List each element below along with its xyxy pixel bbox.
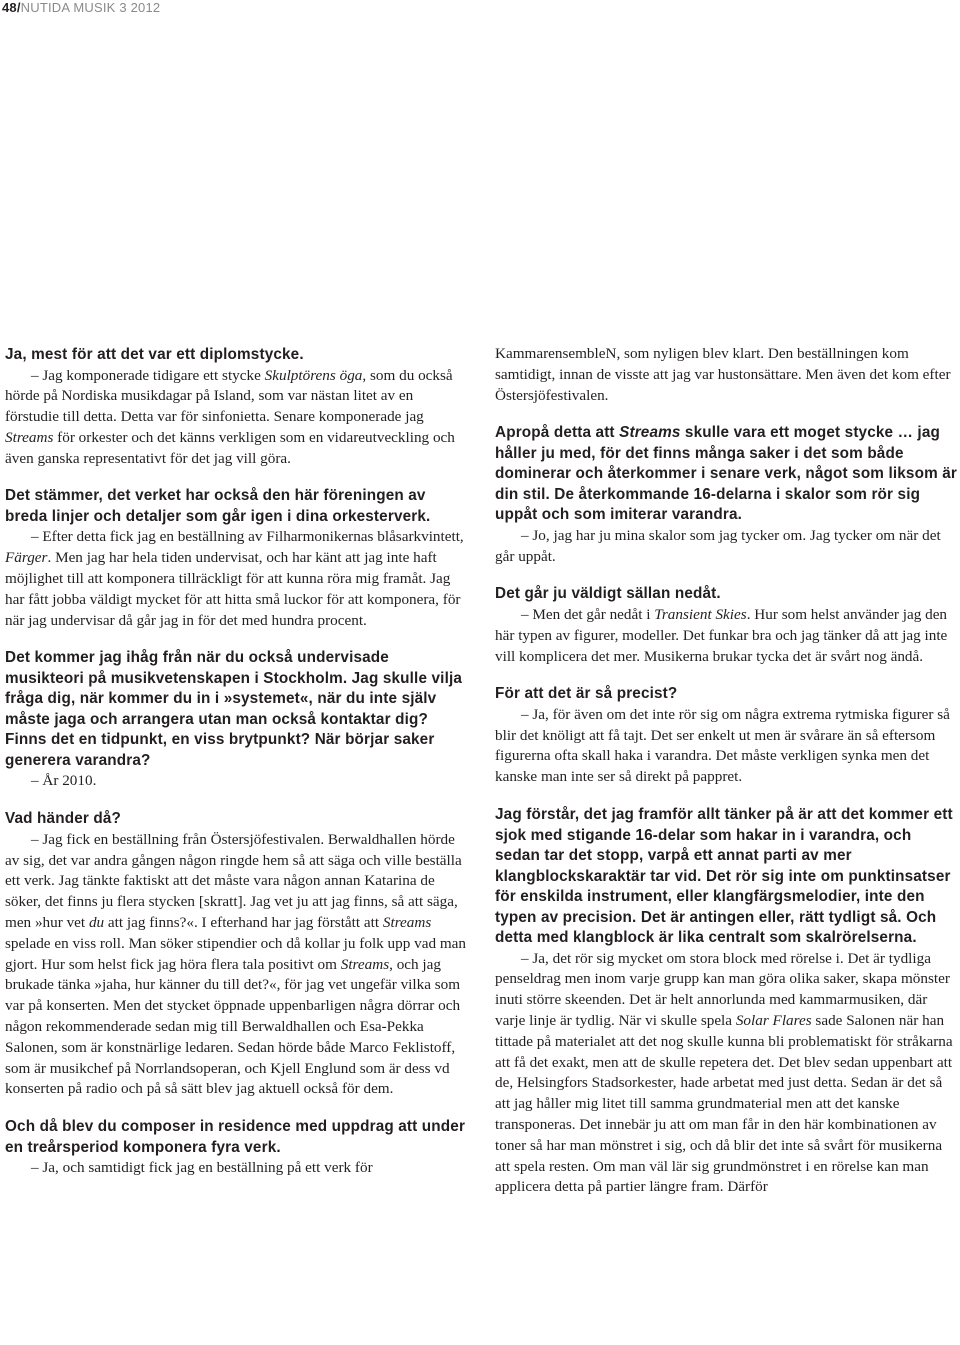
interview-block (5, 809, 467, 1100)
interview-block (495, 684, 960, 788)
interview-answer: – Ja, för även om det inte rör sig om några extrema rytmiska figurer så blir det knöligt att få tajt. Det ser enkelt ut men är svårare än så eftersom figurerna ofta skall haka i varandra. Det måste verkligen synka men det kanske man inte ser så direkt på pappret. (495, 705, 950, 786)
interview-block (495, 423, 960, 567)
interview-block (5, 1117, 467, 1179)
interview-block (5, 345, 467, 469)
interview-question: Jag förstår, det jag framför allt tänker på är att det kommer ett sjok med stigande 16-delar som hakar in i varandra, och sedan tar det stopp, varpå ett annat parti av mer klangblockskaraktär tar vid. Det rör sig inte om punktinsatser för enskilda instrument, eller klangfärgsmelodier, inte den typen av precision. Det är antingen eller, rätt tydligt så. Och detta med klangblock är lika centralt som skalrörelserna. (495, 806, 953, 947)
interview-answer: – Jag fick en beställning från Östersjöfestivalen. Berwaldhallen hörde av sig, det var andra gången någon ringde hem så att säga och ville beställa ett verk. Jag tänkte faktiskt att det måste vara någon annan Katarina de söker, det finns ju flera stycken [skratt]. Jag vet ju att jag finns, så att säga, men »hur vet du att jag finns?«. I efterhand har jag förstått att Streams spelade en viss roll. Man söker stipendier och då kollar ju folk upp vad man gjort. Hur som helst fick jag höra flera tala positivt om Streams, och jag brukade tänka »jaha, hur känner du till det?«, för jag vet ungefär vilka som var på konserten. Men det stycket öppnade uppenbarligen några dörrar och någon rekommenderade sedan mig till Berwaldhallen och Esa-Pekka Salonen, som är konstnärlige ledaren. Sedan hörde både Marco Feklistoff, som är musikchef på Norrlandsoperan, och Kjell Englund som är dess vd konserten på radio och på så sätt blev jag aktuell också för dem. (5, 830, 467, 1098)
interview-block (495, 584, 960, 667)
interview-question: För att det är så precist? (495, 685, 678, 703)
interview-answer: KammarensembleN, som nyligen blev klart. Den beställningen kom samtidigt, innan de visste att jag var hustonsättare. Men även det kom efter Östersjöfestivalen. (495, 345, 951, 404)
interview-block (5, 486, 467, 631)
interview-answer: – År 2010. (31, 772, 97, 790)
interview-answer: – Jag komponerade tidigare ett stycke Skulptörens öga, som du också hörde på Nordiska musikdagar på Island, som var nästan litet av en förstudie till detta. Detta var för sinfonietta. Senare komponerade jag Streams för orkester och det känns verkligen som en vidareutveckling och även ganska representativt för det jag vill göra. (5, 366, 455, 467)
page-header (2, 0, 160, 16)
interview-question: Det stämmer, det verket har också den här föreningen av breda linjer och detaljer som går igen i dina orkesterverk. (5, 487, 431, 525)
left-column (5, 345, 467, 1196)
interview-block (495, 805, 960, 1198)
interview-question: Apropå detta att Streams skulle vara ett moget stycke … jag håller ju med, för det finns många saker i det som både dominerar och återkommer i senare verk, något som liksom är din stil. De återkommande 16-delarna i skalor som rör sig uppåt och som imiterar varandra. (495, 424, 957, 524)
interview-answer: – Ja, det rör sig mycket om stora block med rörelse i. Det är tydliga penseldrag men inom varje grupp kan man göra olika saker, skapa mönster inuti större skeenden. Det är helt annorlunda med kammarmusiken, där varje linje är tydlig. När vi skulle spela Solar Flares sade Salonen när han tittade på materialet att det nog skulle kunna bli problematiskt för stråkarna att få det exakt, men att de skulle repetera det. Det blev sedan uppenbart att de, Helsingfors Stadsorkester, hade arbetat med just detta. Sedan är det så att jag håller mig litet till samma grundmaterial men att det kanske transponeras. Det innebär ju att om man får in den här kombinationen av toner så har man mönstret i sig, och då blir det inte så svårt för musikerna att spela resten. Om man väl lär sig grundmönstret i en rörelse kan man applicera detta på partier längre fram. Därför (495, 949, 953, 1196)
interview-question: Det kommer jag ihåg från när du också undervisade musikteori på musikvetenskapen i Stockholm. Jag skulle vilja fråga dig, när kommer du in i »systemet«, när du inte själv måste jaga och arrangera utan man också kontaktar dig? Finns det en tidpunkt, en viss brytpunkt? När börjar saker generera varandra? (5, 649, 463, 769)
interview-answer: – Ja, och samtidigt fick jag en beställning på ett verk för (31, 1159, 373, 1177)
page-number: 48/ (2, 0, 21, 15)
interview-question: Och då blev du composer in residence med uppdrag att under en treårsperiod komponera fyra verk. (5, 1118, 466, 1156)
interview-block (5, 648, 467, 792)
interview-question: Det går ju väldigt sällan nedåt. (495, 585, 721, 603)
right-column (495, 344, 960, 1215)
interview-question: Vad händer då? (5, 810, 122, 828)
interview-answer: – Men det går nedåt i Transient Skies. Hur som helst använder jag den här typen av figurer, modeller. Det funkar bra och jag tänker då att jag inte vill komplicera det mer. Musikerna brukar tycka det är svårt nog ändå. (495, 605, 948, 665)
interview-block (495, 344, 960, 406)
magazine-issue: NUTIDA MUSIK 3 2012 (20, 0, 161, 15)
interview-question: Ja, mest för att det var ett diplomstycke. (5, 346, 304, 363)
interview-answer: – Jo, jag har ju mina skalor som jag tycker om. Jag tycker om när det går uppåt. (495, 526, 941, 565)
interview-answer: – Efter detta fick jag en beställning av Filharmonikernas blåsarkvintett, Färger. Men jag har hela tiden undervisat, och har känt att jag inte haft möjlighet till att komponera tillräckligt för att kunna röra mig framåt. Jag har fått jobba väldigt mycket för att hitta små luckor för att komponera, för när jag undervisar då går jag in för det med hundra procent. (5, 528, 464, 629)
